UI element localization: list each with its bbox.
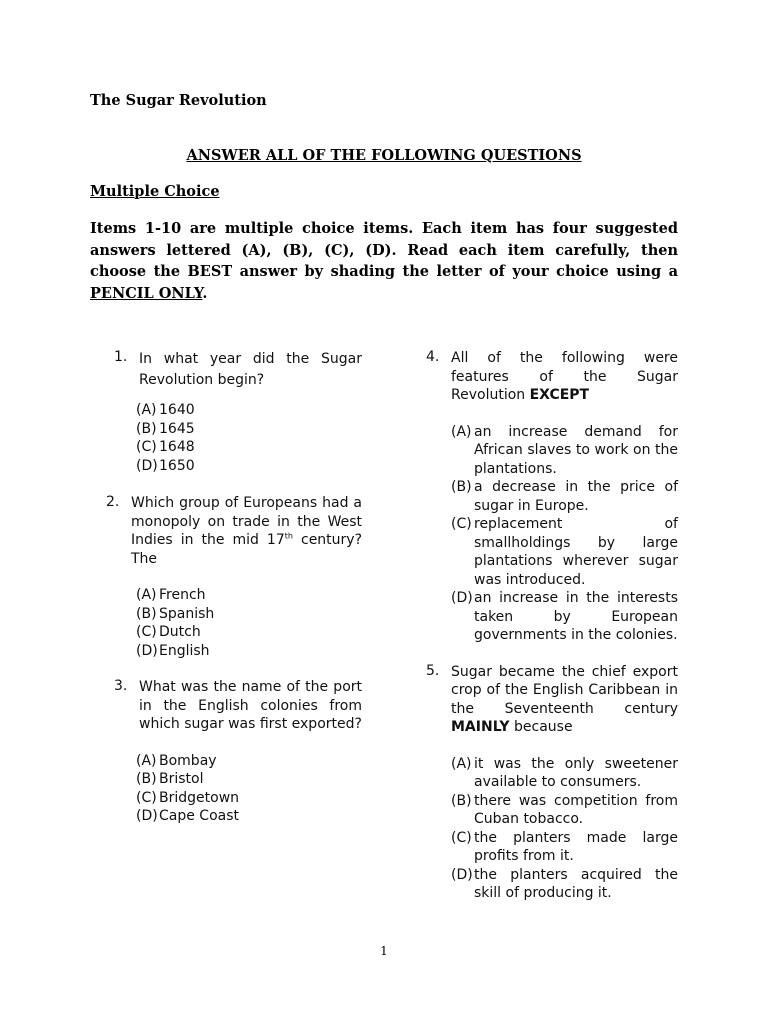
question-text-part: Which group of Europeans had a monopoly on trade in the West Indies in the mid 17 (131, 495, 362, 548)
question-text: In what year did the Sugar Revolution begin? (139, 351, 362, 388)
option-a[interactable] (451, 755, 678, 792)
option-b[interactable] (451, 478, 678, 515)
instructions-paragraph (90, 218, 678, 304)
question-text-part: because (509, 719, 573, 735)
section-heading: Multiple Choice (90, 183, 220, 200)
option-b[interactable] (136, 770, 362, 789)
option-letter: (A) (136, 587, 157, 603)
option-letter: (C) (451, 516, 472, 532)
question-text: What was the name of the port in the English colonies from which sugar was first exported? (139, 679, 362, 732)
option-text: 1645 (159, 420, 195, 437)
instructions-text: Items 1-10 are multiple choice items. Each item has four suggested answers lettered (A), (B), (C), (D). Read each item carefully, then choose the BEST answer by shading the letter of your choice using a (90, 220, 678, 280)
right-column (426, 349, 678, 903)
option-text: English (159, 642, 210, 659)
option-letter: (C) (136, 789, 157, 806)
option-list (451, 423, 678, 645)
option-letter: (B) (136, 605, 157, 622)
question-text-part: century? The (131, 532, 363, 567)
question-number: 5. (426, 662, 440, 679)
pencil-only-emphasis: PENCIL ONLY (90, 284, 203, 302)
document-title: The Sugar Revolution (90, 92, 267, 109)
option-list (136, 752, 362, 826)
question-2 (106, 494, 362, 660)
option-letter: (D) (136, 642, 158, 659)
option-text: Bristol (159, 771, 204, 787)
question-3 (114, 678, 362, 826)
option-text: an increase demand for African slaves to work on the plantations. (474, 423, 678, 477)
option-a[interactable] (451, 423, 678, 479)
option-text: a decrease in the price of sugar in Europe. (474, 479, 678, 514)
option-text: replacement of smallholdings by large plantations wherever sugar was introduced. (474, 516, 678, 588)
option-text: 1648 (159, 439, 195, 455)
option-c[interactable] (136, 623, 362, 642)
option-letter: (A) (451, 423, 472, 440)
option-text: 1650 (159, 457, 195, 474)
question-text (451, 349, 678, 405)
option-c[interactable] (136, 438, 362, 457)
option-text: Bridgetown (159, 789, 240, 806)
option-letter: (B) (451, 792, 472, 809)
question-number: 4. (426, 349, 440, 365)
option-a[interactable] (136, 752, 362, 771)
option-letter: (C) (136, 624, 157, 640)
option-a[interactable] (136, 586, 362, 605)
option-letter: (C) (136, 439, 157, 455)
question-text-part: Sugar became the chief export crop of the English Caribbean in the Seventeenth century (451, 663, 678, 717)
option-text: Spanish (159, 605, 215, 622)
option-letter: (D) (136, 457, 158, 474)
option-letter: (B) (451, 479, 472, 495)
question-number: 3. (114, 678, 128, 694)
option-c[interactable] (451, 829, 678, 866)
option-d[interactable] (136, 457, 362, 476)
option-d[interactable] (451, 866, 678, 903)
left-column (106, 349, 362, 826)
option-b[interactable] (451, 792, 678, 829)
option-letter: (C) (451, 829, 472, 846)
question-4 (426, 349, 678, 645)
option-d[interactable] (136, 807, 362, 826)
option-letter: (A) (136, 402, 157, 418)
option-c[interactable] (451, 515, 678, 589)
option-text: French (159, 587, 206, 603)
page-number: 1 (380, 944, 388, 958)
option-letter: (B) (136, 420, 157, 437)
option-text: there was competition from Cuban tobacco. (474, 792, 678, 827)
option-text: Cape Coast (159, 808, 240, 824)
option-letter: (A) (451, 755, 472, 772)
main-heading: ANSWER ALL OF THE FOLLOWING QUESTIONS (186, 147, 582, 164)
option-letter: (B) (136, 771, 157, 787)
question-5 (426, 663, 678, 903)
option-letter: (A) (136, 752, 157, 769)
question-1 (114, 349, 362, 475)
option-text: Dutch (159, 624, 201, 640)
option-b[interactable] (136, 420, 362, 439)
option-letter: (D) (451, 590, 473, 606)
option-d[interactable] (136, 642, 362, 661)
except-emphasis: EXCEPT (529, 387, 590, 403)
question-text-part: All of the following were features of the Sugar Revolution (451, 350, 678, 403)
option-text: the planters acquired the skill of producing it. (474, 866, 678, 901)
instructions-end: . (202, 284, 208, 302)
question-text (131, 494, 362, 568)
option-d[interactable] (451, 589, 678, 645)
option-list (451, 755, 678, 903)
option-text: 1640 (159, 402, 195, 418)
question-text (451, 663, 678, 737)
option-list (136, 401, 362, 475)
option-text: it was the only sweetener available to consumers. (474, 755, 678, 790)
option-letter: (D) (451, 866, 473, 883)
superscript: th (284, 531, 293, 541)
option-list (136, 586, 362, 660)
option-c[interactable] (136, 789, 362, 808)
question-number: 2. (106, 494, 120, 510)
option-text: an increase in the interests taken by European governments in the colonies. (474, 590, 678, 643)
mainly-emphasis: MAINLY (451, 719, 510, 735)
option-a[interactable] (136, 401, 362, 420)
option-b[interactable] (136, 605, 362, 624)
option-letter: (D) (136, 808, 158, 824)
question-number: 1. (114, 349, 128, 365)
option-text: the planters made large profits from it. (474, 829, 678, 864)
option-text: Bombay (159, 752, 217, 769)
